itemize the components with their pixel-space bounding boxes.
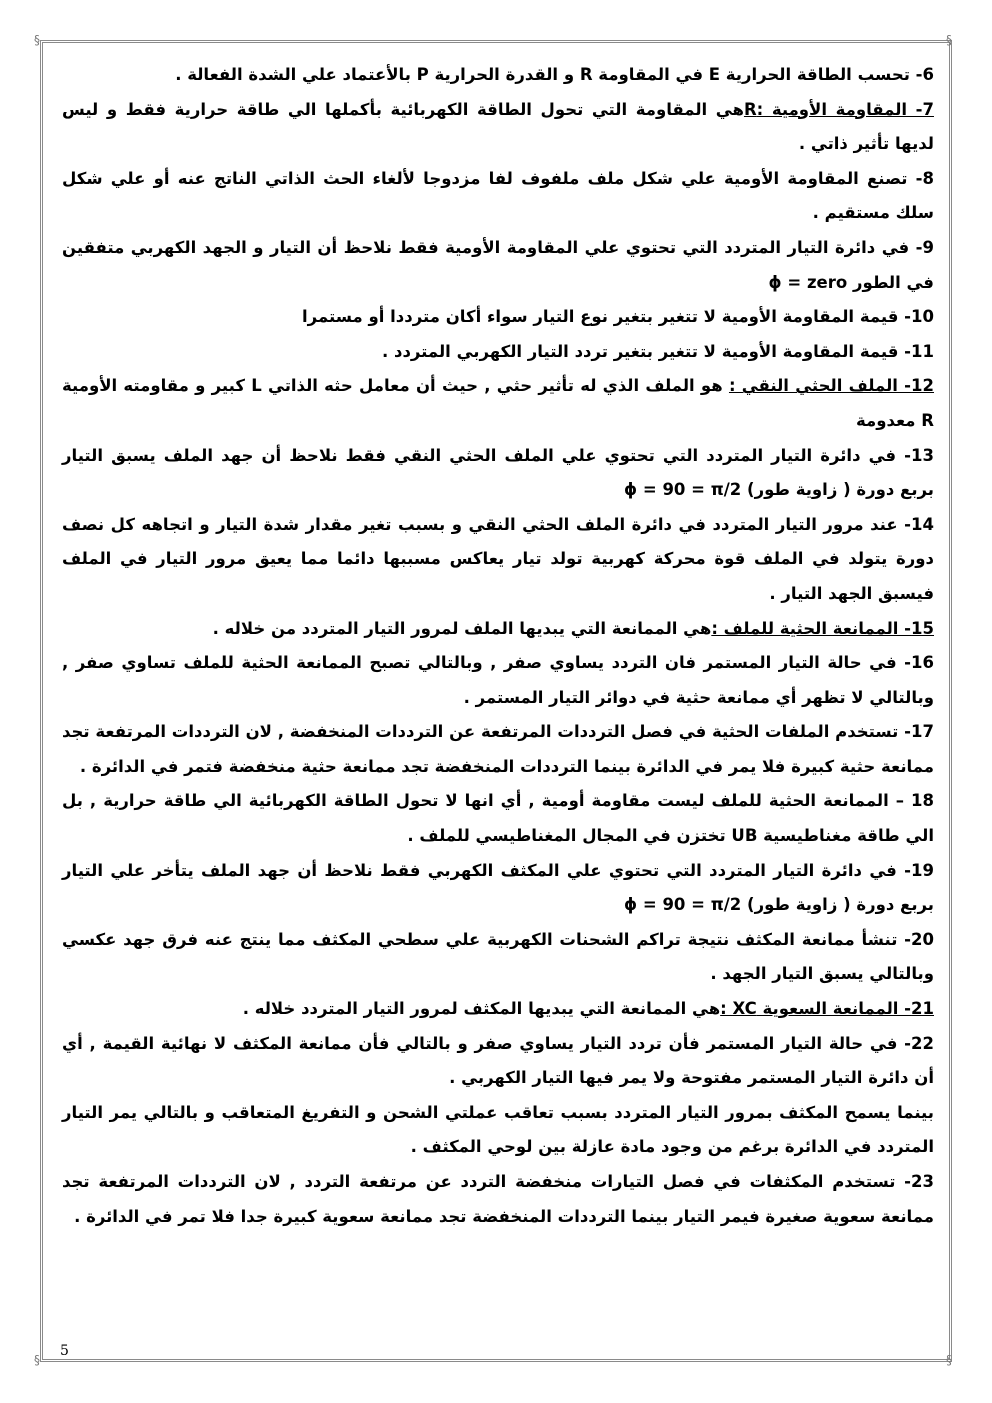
paragraph-text: 23- تستخدم المكثفات في فصل التيارات منخفضة التردد عن مرتفعة التردد , لان الترددات المرتفعة تجد ممانعة سعوية صغيرة فيمر التيار بينما الترددات المنخفضة تجد ممانعة سعوية كبيرة جدا فلا تمر في الدائرة . xyxy=(62,1172,934,1226)
paragraph-text: 18 – الممانعة الحثية للملف ليست مقاومة أومية , أي انها لا تحول الطاقة الكهربائية الي طاقة حرارية , بل الي طاقة مغناطيسية UB تختزن في المجال المغناطيسي للملف . xyxy=(62,791,934,846)
paragraph xyxy=(62,854,934,923)
paragraph xyxy=(62,369,934,438)
paragraph-text: 19- في دائرة التيار المتردد التي تحتوي علي المكثف الكهربي فقط نلاحظ أن جهد الملف يتأخر علي التيار بربع دورة ( زاوية طور) ϕ = 90 = π/2 xyxy=(62,860,934,915)
term-heading: 7- المقاومة الأومية :R xyxy=(743,99,934,119)
paragraph xyxy=(62,508,934,612)
paragraph-text: هي المقاومة التي تحول الطاقة الكهربائية بأكملها الي طاقة حرارية فقط و ليس لديها تأثير ذاتي . xyxy=(62,99,934,154)
term-heading: 12- الملف الحثي النقي : xyxy=(728,376,934,396)
paragraph-text: 17- تستخدم الملفات الحثية في فصل الترددات المرتفعة عن الترددات المنخفضة , لان الترددات المرتفعة تجد ممانعة حثية كبيرة فلا يمر في الدائرة بينما الترددات المنخفضة تجد ممانعة حثية منخفضة فتمر في الدائرة . xyxy=(62,722,934,776)
paragraph-text: هو الملف الذي له تأثير حثي , حيث أن معامل حثه الذاتي L كبير و مقاومته الأومية R معدومة xyxy=(62,376,934,430)
term-heading: 15- الممانعة الحثية للملف : xyxy=(711,618,934,638)
paragraph-text: 6- تحسب الطاقة الحرارية E في المقاومة R و القدرة الحرارية P بالأعتماد علي الشدة الفعالة . xyxy=(175,65,934,84)
paragraph xyxy=(62,93,934,162)
paragraph-text: 13- في دائرة التيار المتردد التي تحتوي علي الملف الحثي النقي فقط نلاحظ أن جهد الملف يسبق التيار بربع دورة ( زاوية طور) ϕ = 90 = π/2 xyxy=(62,445,934,500)
paragraph xyxy=(62,646,934,715)
paragraph-text: 9- في دائرة التيار المتردد التي تحتوي علي المقاومة الأومية فقط نلاحظ أن التيار و الجهد الكهربي متفقين في الطور ϕ = zero xyxy=(62,237,934,292)
border-corner: § xyxy=(946,1353,952,1367)
paragraph-text: 8- تصنع المقاومة الأومية علي شكل ملف ملفوف لفا مزدوجا لألغاء الحث الذاتي الناتج عنه أو علي شكل سلك مستقيم . xyxy=(62,168,934,223)
term-heading: 21- الممانعة السعوية XC : xyxy=(720,999,934,1019)
paragraph-text: 20- تنشأ ممانعة المكثف نتيجة تراكم الشحنات الكهربية علي سطحي المكثف مما ينتج عنه فرق جهد عكسي وبالتالي يسبق التيار الجهد . xyxy=(62,929,934,984)
paragraph-text: هي الممانعة التي يبديها المكثف لمرور التيار المتردد خلاله . xyxy=(242,999,721,1019)
page-number: 5 xyxy=(60,1343,69,1359)
paragraph xyxy=(62,162,934,231)
paragraph xyxy=(62,58,934,93)
paragraph xyxy=(62,335,934,370)
paragraph-text: هي الممانعة التي يبديها الملف لمرور التيار المتردد من خلاله . xyxy=(212,618,712,638)
paragraph-text: 10- قيمة المقاومة الأومية لا تتغير بتغير نوع التيار سواء أكان مترددا أو مستمرا xyxy=(302,307,934,327)
paragraph xyxy=(62,992,934,1027)
paragraph xyxy=(62,300,934,335)
paragraph xyxy=(62,923,934,992)
border-corner: § xyxy=(34,33,40,47)
paragraph xyxy=(62,1027,934,1096)
border-corner: § xyxy=(34,1353,40,1367)
paragraph xyxy=(62,612,934,647)
paragraph xyxy=(62,784,934,853)
paragraph-text: 11- قيمة المقاومة الأومية لا تتغير بتغير تردد التيار الكهربي المتردد . xyxy=(381,341,934,361)
paragraph xyxy=(62,439,934,508)
paragraph xyxy=(62,1096,934,1165)
paragraph-text: 22- في حالة التيار المستمر فأن تردد التيار يساوي صفر و بالتالي فأن ممانعة المكثف لا نهائية القيمة , أي أن دائرة التيار المستمر مفتوحة ولا يمر فيها التيار الكهربي . xyxy=(62,1033,934,1088)
paragraph xyxy=(62,231,934,300)
page-body xyxy=(62,58,934,1234)
paragraph xyxy=(62,715,934,784)
paragraph-text: 16- في حالة التيار المستمر فان التردد يساوي صفر , وبالتالي تصبح الممانعة الحثية للملف تساوي صفر , وبالتالي لا تظهر أي ممانعة حثية في دوائر التيار المستمر . xyxy=(62,653,934,707)
paragraph-text: بينما يسمح المكثف بمرور التيار المتردد بسبب تعاقب عملتي الشحن و التفريغ المتعاقب و بالتالي يمر التيار المتردد في الدائرة برغم من وجود مادة عازلة بين لوحي المكثف . xyxy=(62,1102,934,1157)
paragraph-text: 14- عند مرور التيار المتردد في دائرة الملف الحثي النقي و بسبب تغير مقدار شدة التيار و اتجاهه كل نصف دورة يتولد في الملف قوة محركة كهربية تولد تيار يعاكس مسببها دائما مما يعيق مرور التيار في الملف فيسبق الجهد التيار . xyxy=(62,514,934,603)
paragraph xyxy=(62,1165,934,1234)
border-corner: § xyxy=(946,33,952,47)
